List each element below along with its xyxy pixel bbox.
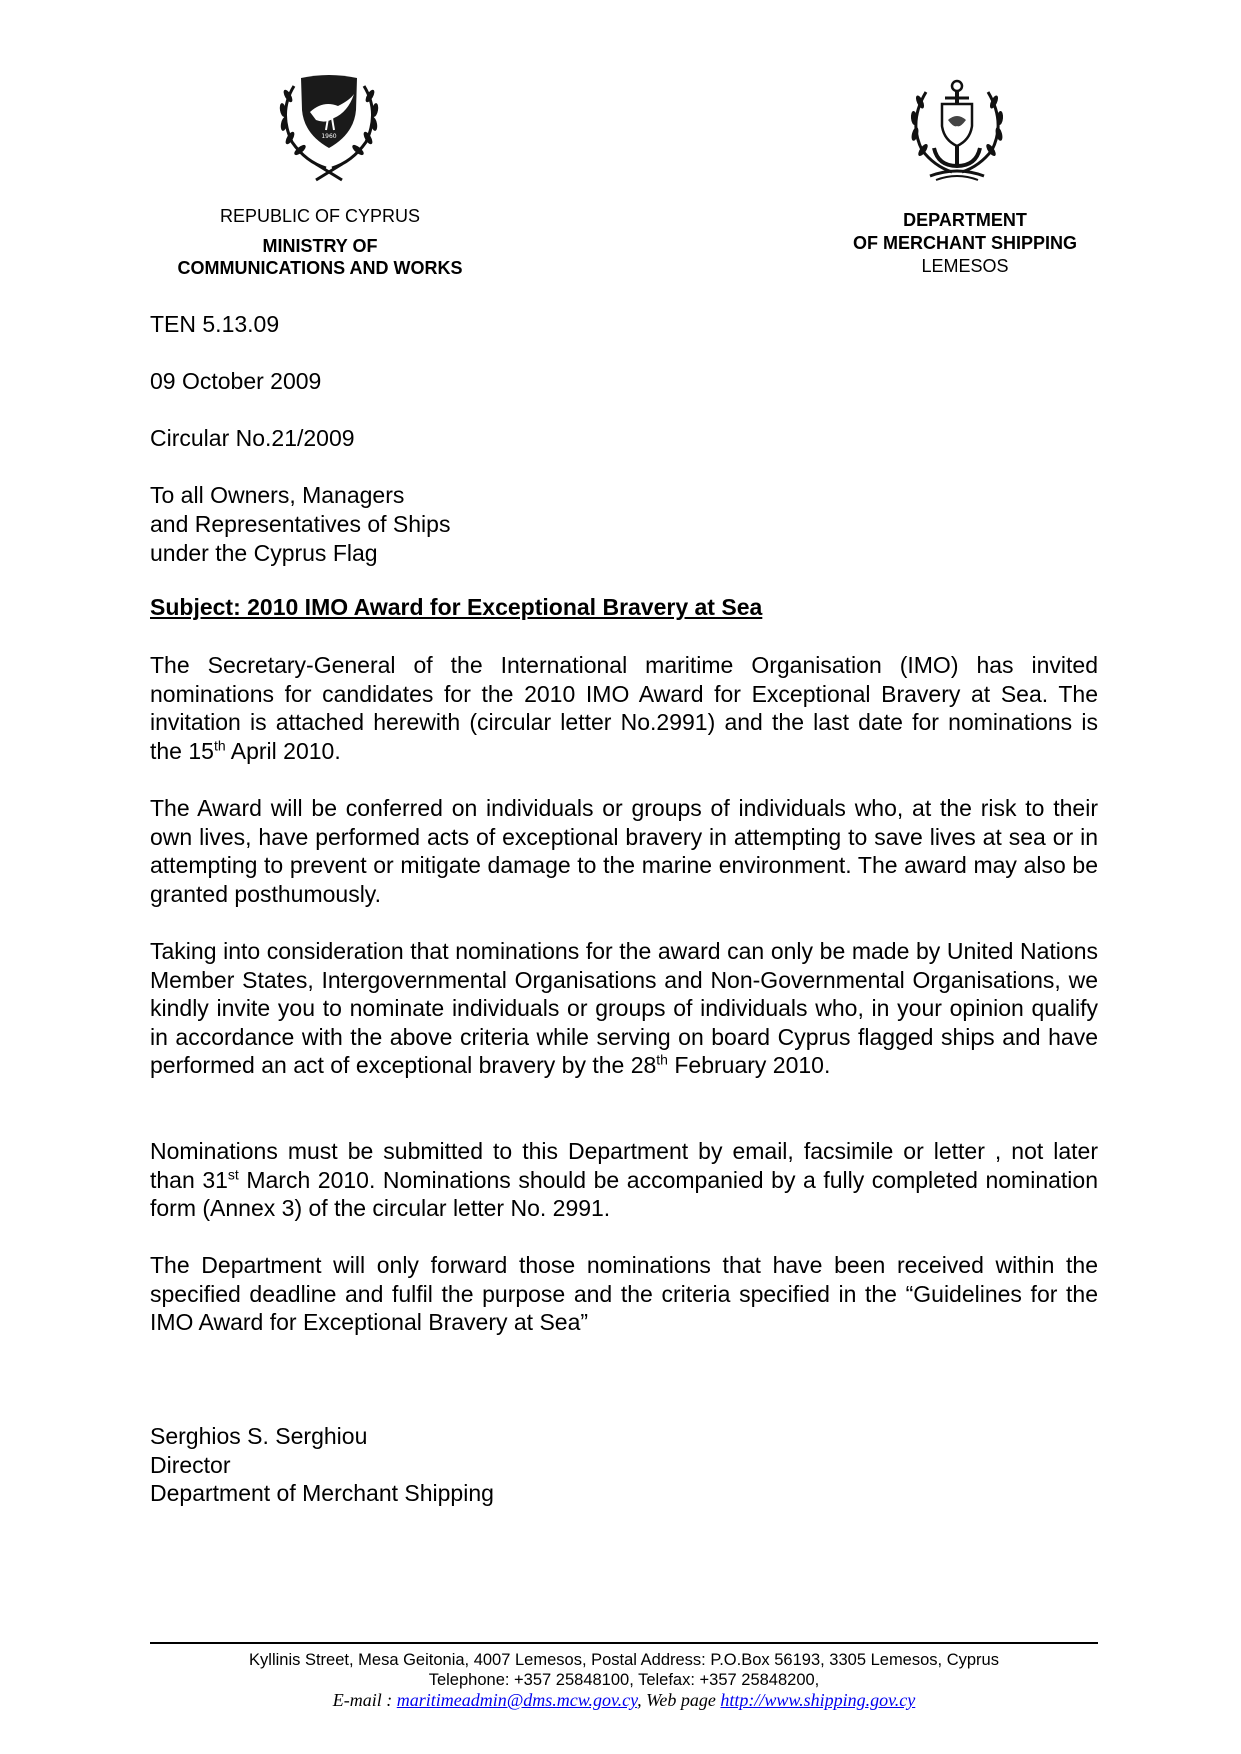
website-link[interactable]: http://www.shipping.gov.cy <box>720 1690 916 1710</box>
signatory-name: Serghios S. Serghiou <box>150 1423 368 1449</box>
department-header <box>800 209 1130 278</box>
paragraph-1: The Secretary-General of the International maritime Organisation (IMO) has invited nominations for candidates for the 2010 IMO Award for Exceptional Bravery at Sea. The invitation is attached herewith (circular letter No.2991) and the last date for nominations is the 15th April 2010. <box>150 652 1098 764</box>
subject-line: Subject: 2010 IMO Award for Exceptional Bravery at Sea <box>150 594 763 620</box>
ministry-name-line2: COMMUNICATIONS AND WORKS <box>177 258 463 278</box>
email-label: E-mail : <box>332 1690 397 1710</box>
signatory-title: Director <box>150 1451 231 1478</box>
web-label: , Web page <box>637 1690 721 1710</box>
paragraph-2: The Award will be conferred on individuals or groups of individuals who, at the risk to their own lives, have performed acts of exceptional bravery in attempting to save lives at sea or in attempting to prevent or mitigate damage to the marine environment. The award may also be granted posthumously. <box>150 795 1098 907</box>
footer-contact <box>150 1690 1098 1710</box>
reference-number: TEN 5.13.09 <box>150 311 280 337</box>
footer <box>150 1650 1098 1710</box>
recipients-block <box>150 481 450 568</box>
department-name-line2: OF MERCHANT SHIPPING <box>852 233 1077 253</box>
circular-number: Circular No.21/2009 <box>150 425 355 451</box>
footer-address: Kyllinis Street, Mesa Geitonia, 4007 Lemesos, Postal Address: P.O.Box 56193, 3305 Lemesos, Cyprus <box>249 1651 999 1669</box>
footer-phone: Telephone: +357 25848100, Telefax: +357 25848200, <box>428 1671 820 1689</box>
footer-divider <box>150 1642 1098 1644</box>
cyprus-coat-of-arms-icon <box>268 72 390 184</box>
department-name-line1: DEPARTMENT <box>903 210 1027 230</box>
paragraph-3: Taking into consideration that nominations for the award can only be made by United Nations Member States, Intergovernmental Organisations and Non-Governmental Organisations, we kindly invite you to nominate individuals or groups of individuals who, in your opinion qualify in accordance with the above criteria while serving on board Cyprus flagged ships and have performed an act of exceptional bravery by the 28th February 2010. <box>150 938 1098 1079</box>
merchant-shipping-emblem-icon <box>902 78 1012 190</box>
department-city: LEMESOS <box>921 256 1009 276</box>
recipient-line: and Representatives of Ships <box>150 511 451 537</box>
email-link[interactable]: maritimeadmin@dms.mcw.gov.cy <box>396 1690 638 1710</box>
recipient-line: To all Owners, Managers <box>150 482 405 508</box>
paragraph-4: Nominations must be submitted to this Department by email, facsimile or letter , not later than 31st March 2010. Nominations should be accompanied by a fully completed nomination form (Annex 3) of the circular letter No. 2991. <box>150 1138 1098 1222</box>
signature-block <box>150 1422 494 1508</box>
recipient-line: under the Cyprus Flag <box>150 540 378 566</box>
paragraph-5: The Department will only forward those nominations that have been received within the specified deadline and fulfil the purpose and the criteria specified in the “Guidelines for the IMO Award for Exceptional Bravery at Sea” <box>150 1252 1098 1336</box>
ministry-header <box>140 205 500 279</box>
svg-text:1960: 1960 <box>321 133 337 140</box>
country-name: REPUBLIC OF CYPRUS <box>219 206 421 226</box>
letter-date: 09 October 2009 <box>150 368 322 394</box>
signatory-department: Department of Merchant Shipping <box>150 1480 494 1507</box>
ministry-name-line1: MINISTRY OF <box>262 236 378 256</box>
